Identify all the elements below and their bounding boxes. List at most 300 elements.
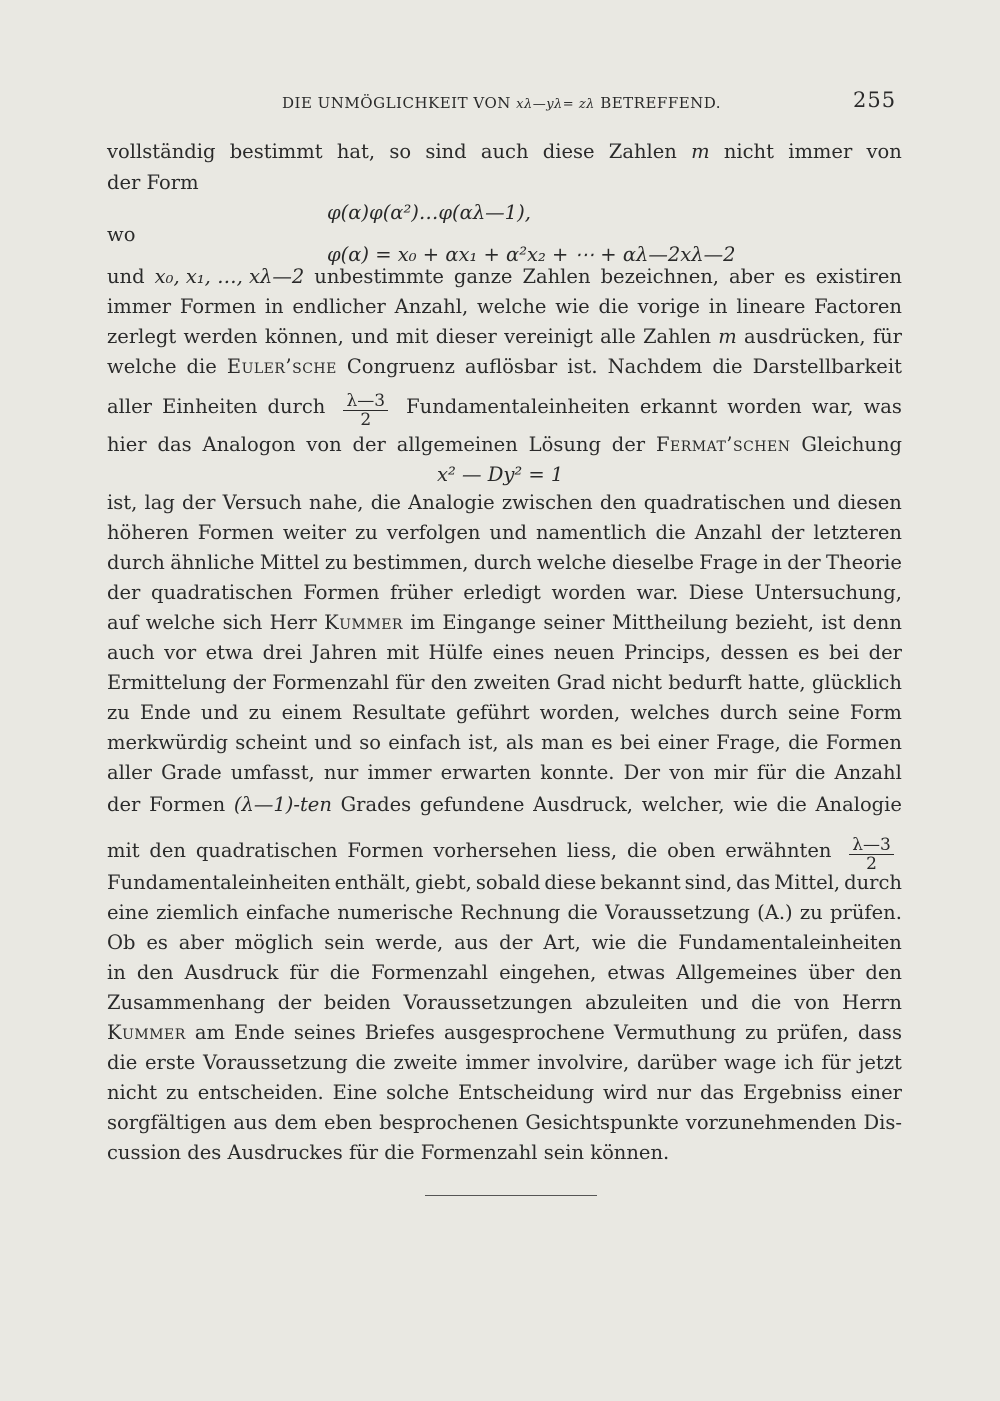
word: der [352, 433, 386, 456]
word: von [306, 433, 342, 456]
text-line [107, 430, 902, 460]
word: mit [395, 325, 429, 348]
word: Art, [543, 931, 581, 954]
word: die [598, 295, 629, 318]
word: wo [107, 223, 136, 246]
word: Ob [107, 931, 136, 954]
word: der [499, 931, 533, 954]
word: eines [492, 641, 545, 664]
word: wird [602, 1081, 648, 1104]
running-header [0, 88, 1000, 118]
fraction-numerator: λ—3 [343, 392, 388, 411]
word: nicht [723, 140, 774, 163]
text-line [107, 322, 902, 352]
word: seiner [543, 611, 605, 634]
word: Einheiten [162, 395, 258, 418]
word: erkannt [639, 395, 718, 418]
word: als [505, 731, 534, 754]
word: glücklich [811, 671, 902, 694]
word: diese [544, 871, 597, 894]
word: diesen [837, 491, 902, 514]
word: Zahlen [522, 265, 591, 288]
word: hier [107, 433, 147, 456]
word: oben [667, 839, 716, 862]
word: Jahren [311, 641, 378, 664]
word: für [821, 1051, 851, 1074]
word: Formen [347, 839, 424, 862]
word: Analogie [815, 793, 902, 816]
fraction [849, 835, 894, 874]
word: Voraussetzungen [403, 991, 573, 1014]
word: es [784, 265, 806, 288]
text-line [107, 548, 902, 578]
word: einem [281, 701, 342, 724]
word: Analogie [408, 491, 495, 514]
word: werde, [375, 931, 444, 954]
word: beiden [323, 991, 391, 1014]
text-line [107, 1108, 902, 1138]
word: Gesichtspunkte [525, 1111, 679, 1134]
word: prüfen. [830, 901, 902, 924]
word: zu [166, 1081, 189, 1104]
word: von [866, 140, 902, 163]
word: nur [656, 1081, 692, 1104]
word: bei [828, 641, 860, 664]
word: so [389, 140, 412, 163]
word: Voraussetzung [605, 901, 750, 924]
word: Frage, [716, 731, 781, 754]
word: einer [657, 731, 709, 754]
word: aller [107, 761, 152, 784]
word: involvire, [537, 1051, 630, 1074]
text-line [107, 638, 902, 668]
text-line [107, 988, 902, 1018]
word: φ(α) = x₀ + αx₁ + α²x₂ + ⋯ + αλ—2xλ—2 [327, 243, 736, 266]
word: scheint [235, 731, 307, 754]
word: vor [164, 641, 197, 664]
word: in [708, 295, 728, 318]
word: Euler’sche [226, 355, 337, 378]
word: Fundamentaleinheiten [107, 871, 331, 894]
text-line [107, 928, 902, 958]
word: Briefes [364, 1021, 435, 1044]
word: in [264, 295, 284, 318]
word: durch [719, 701, 778, 724]
word: Ausdruck, [533, 793, 634, 816]
word: die [186, 355, 217, 378]
text-line [107, 898, 902, 928]
word: wie [591, 931, 627, 954]
word: und [489, 521, 527, 544]
word: vorhersehen [433, 839, 558, 862]
text-line [107, 728, 902, 758]
word: welche [145, 611, 216, 634]
word: und [792, 491, 831, 514]
end-rule [425, 1195, 597, 1196]
word: von [669, 761, 705, 784]
word: der [868, 641, 902, 664]
word: dieselbe [611, 551, 694, 574]
word: einer [850, 1081, 902, 1104]
word: sind, [684, 871, 733, 894]
word: die [776, 793, 807, 816]
word: es [591, 731, 613, 754]
text-line [107, 868, 902, 898]
word: quadratischen [150, 581, 293, 604]
text-line [107, 578, 902, 608]
text-line [107, 758, 902, 788]
word: Eine [332, 1081, 378, 1104]
word: Versuch [222, 491, 302, 514]
word: der [611, 433, 646, 456]
word: aber [178, 931, 224, 954]
word: auflösbar [464, 355, 558, 378]
text-line [107, 292, 902, 322]
word: Anzahl [834, 761, 902, 784]
word: auch [480, 140, 529, 163]
word: m [718, 325, 737, 348]
word: hatte, [748, 671, 806, 694]
word: Kummer [107, 1021, 186, 1044]
word: die [626, 839, 658, 862]
word: neuen [553, 641, 615, 664]
word: einfache [245, 901, 331, 924]
word: der [771, 521, 805, 544]
word: und [351, 325, 389, 348]
text-line [107, 1018, 902, 1048]
word: Factoren [814, 295, 902, 318]
word: der [232, 671, 266, 694]
word: Congruenz [346, 355, 455, 378]
word: durch [107, 551, 165, 574]
word: und [107, 265, 145, 288]
word: bezeichnen, [600, 265, 719, 288]
word: den [599, 491, 637, 514]
word: sich [222, 611, 263, 634]
word: Grades [340, 793, 412, 816]
word: ist [821, 611, 846, 634]
fraction-denominator: 2 [360, 410, 372, 430]
word: die [655, 521, 686, 544]
word: wage [724, 1051, 777, 1074]
word: etwa [205, 641, 254, 664]
word: worden [551, 581, 626, 604]
word: zwischen [501, 491, 593, 514]
word: mir [713, 761, 748, 784]
word: werden [183, 325, 258, 348]
word: verfolgen [386, 521, 481, 544]
word: Ende [139, 701, 191, 724]
word: der [277, 991, 312, 1014]
word: Fermat’schen [655, 433, 791, 456]
word: ausdrücken, [744, 325, 866, 348]
word: Fundamentaleinheiten [406, 395, 630, 418]
word: mit [386, 641, 420, 664]
word: prüfen, [776, 1021, 849, 1044]
word: zu [354, 521, 378, 544]
word: Lösung [528, 433, 601, 456]
word: am [194, 1021, 225, 1044]
word: Nachdem [607, 355, 703, 378]
word: diese [542, 140, 595, 163]
word: darüber [636, 1051, 717, 1074]
word: zu [248, 701, 272, 724]
word: endlicher [292, 295, 386, 318]
word: welches [630, 701, 710, 724]
word: so [359, 731, 381, 754]
word: auf [107, 611, 139, 634]
word: drei [262, 641, 303, 664]
word: vollständig [107, 140, 216, 163]
word: es [146, 931, 168, 954]
word: in [107, 961, 126, 984]
word: wie [555, 295, 590, 318]
word: war. [636, 581, 679, 604]
text-line [107, 137, 902, 167]
word: ähnliche [170, 551, 255, 574]
word: über [808, 961, 855, 984]
word: numerische [337, 901, 454, 924]
word: geführt [456, 701, 530, 724]
word: Entscheidung [458, 1081, 595, 1104]
word: dessen [720, 641, 789, 664]
word: die [567, 901, 598, 924]
word: dass [857, 1021, 902, 1044]
word: erledigt [463, 581, 541, 604]
text-line [107, 958, 902, 988]
word: durch [267, 395, 326, 418]
word: die [637, 931, 668, 954]
word: lag [144, 491, 175, 514]
word: und [314, 731, 352, 754]
word: zu [324, 551, 348, 574]
word: eben [323, 1111, 373, 1134]
fraction-denominator: 2 [866, 854, 877, 874]
word: im [410, 611, 436, 634]
word: die [712, 355, 743, 378]
word: x² — Dy² = 1 [437, 463, 564, 486]
word: Herr [269, 611, 317, 634]
word: jetzt [858, 1051, 902, 1074]
word: die [107, 1051, 138, 1074]
word: zu [799, 901, 823, 924]
word: worden [727, 395, 802, 418]
word: entscheiden. [197, 1081, 324, 1104]
word: Grad [556, 671, 606, 694]
word: Ergebniss [743, 1081, 842, 1104]
word: erwarten [440, 761, 532, 784]
word: merkwürdig [107, 731, 228, 754]
word: sobald [475, 871, 541, 894]
word: nicht [107, 1081, 158, 1104]
word: Herrn [842, 991, 902, 1014]
word: seines [293, 1021, 356, 1044]
word: zerlegt [107, 325, 177, 348]
word: Zusammenhang [107, 991, 266, 1014]
word: gefundene [419, 793, 525, 816]
word: Form [849, 701, 902, 724]
word: in [763, 551, 782, 574]
word: von [794, 991, 830, 1014]
word: erwähnten [725, 839, 832, 862]
word: bestimmen, [353, 551, 469, 574]
word: Untersuchung, [754, 581, 902, 604]
word: Grade [161, 761, 222, 784]
word: bezieht, [735, 611, 815, 634]
word: quadratischen [643, 491, 786, 514]
word: durch [844, 871, 902, 894]
word: ich [784, 1051, 814, 1074]
text-line [107, 262, 902, 292]
word: Zahlen [642, 325, 712, 348]
word: die [355, 1051, 386, 1074]
word: besprochenen [379, 1111, 519, 1134]
word: vorige [637, 295, 700, 318]
word: Fundamentaleinheiten [678, 931, 902, 954]
text-line [107, 1078, 902, 1108]
word: bei [620, 731, 651, 754]
word: nur [323, 761, 359, 784]
word: mit [107, 839, 140, 862]
word: Resultate [352, 701, 446, 724]
word: giebt, [415, 871, 472, 894]
word: ist, [468, 731, 499, 754]
word: aus [233, 1111, 268, 1134]
word: Formen [825, 731, 902, 754]
word: (λ—1)-ten [233, 793, 332, 816]
word: möglich [234, 931, 314, 954]
word: immer [107, 295, 172, 318]
word: Kummer [324, 611, 403, 634]
word: Analogon [202, 433, 296, 456]
word: Princips, [623, 641, 712, 664]
text-line [107, 352, 902, 382]
word: Darstellbarkeit [752, 355, 902, 378]
word: aus [454, 931, 489, 954]
word: welche [536, 551, 607, 574]
word: bedurft [668, 671, 742, 694]
word: der Form [107, 171, 199, 194]
word: Formen [197, 521, 274, 544]
text-line [107, 668, 902, 698]
word: abzuleiten [585, 991, 688, 1014]
word: solche [386, 1081, 450, 1104]
word: die [795, 761, 826, 784]
text-line [107, 488, 902, 518]
word: ausgesprochene [443, 1021, 605, 1044]
word: Mittel, [774, 871, 841, 894]
word: der [182, 491, 216, 514]
word: Anzahl, [394, 295, 469, 318]
word: Allgemeines [676, 961, 798, 984]
word: welcher, [641, 793, 725, 816]
text-line [107, 1138, 902, 1168]
word: vorzunehmenden [685, 1111, 857, 1134]
word: früher [390, 581, 453, 604]
word: Der [623, 761, 661, 784]
text-line [107, 608, 902, 638]
word: der [787, 551, 821, 574]
word: den [865, 961, 902, 984]
word: Formen [303, 581, 380, 604]
word: Hülfe [428, 641, 484, 664]
word: immer [465, 1051, 530, 1074]
word: Theorie [826, 551, 902, 574]
word: zu [745, 1021, 768, 1044]
word: den [136, 961, 174, 984]
word: quadratischen [195, 839, 338, 862]
word: Rechnung [460, 901, 561, 924]
word: eingehen, [499, 961, 597, 984]
word: Zahlen [608, 140, 677, 163]
word: sein [324, 931, 365, 954]
word: ziemlich [156, 901, 239, 924]
word: hat, [336, 140, 376, 163]
word: war, [811, 395, 854, 418]
word: Frage [699, 551, 758, 574]
text-line [107, 698, 902, 728]
word: für [395, 671, 425, 694]
fraction [343, 391, 388, 430]
word: Dis- [863, 1111, 902, 1134]
word: Vermuthung [613, 1021, 737, 1044]
word: zweite [393, 1051, 458, 1074]
word: die [329, 961, 361, 984]
word: durch [473, 551, 532, 574]
word: namentlich [535, 521, 647, 544]
word: dem [274, 1111, 317, 1134]
word: Mittel [259, 551, 320, 574]
word: Ausdruck [184, 961, 279, 984]
word: den [430, 671, 468, 694]
word: x₀, x₁, …, xλ—2 [154, 265, 305, 288]
word: man [541, 731, 584, 754]
word: vereinigt [504, 325, 593, 348]
word: denn [852, 611, 902, 634]
word: einfach [388, 731, 461, 754]
word: Formen [179, 295, 257, 318]
word: immer [367, 761, 432, 784]
word: können, [264, 325, 344, 348]
word: alle [600, 325, 636, 348]
word: unbestimmte [314, 265, 444, 288]
text-line [107, 1048, 902, 1078]
word: sind [425, 140, 467, 163]
word: den [149, 839, 186, 862]
word: Diese [688, 581, 744, 604]
word: das [736, 871, 771, 894]
word: lineare [736, 295, 806, 318]
word: bestimmt [229, 140, 323, 163]
word: Voraussetzung [202, 1051, 348, 1074]
word: wie [733, 793, 768, 816]
text-line [107, 518, 902, 548]
word: umfasst, [230, 761, 315, 784]
word: Ende [233, 1021, 285, 1044]
word: nicht [611, 671, 663, 694]
word: das [699, 1081, 735, 1104]
word: aber [729, 265, 775, 288]
word: m [691, 140, 710, 163]
word: und [700, 991, 739, 1014]
word: worden, [539, 701, 621, 724]
word: seine [787, 701, 840, 724]
word: cussion des Ausdruckes für die Formenzahl sein können. [107, 1141, 670, 1164]
text-line [107, 835, 902, 874]
word: die [788, 731, 819, 754]
word: Eingange [442, 611, 537, 634]
word: enthält, [334, 871, 412, 894]
